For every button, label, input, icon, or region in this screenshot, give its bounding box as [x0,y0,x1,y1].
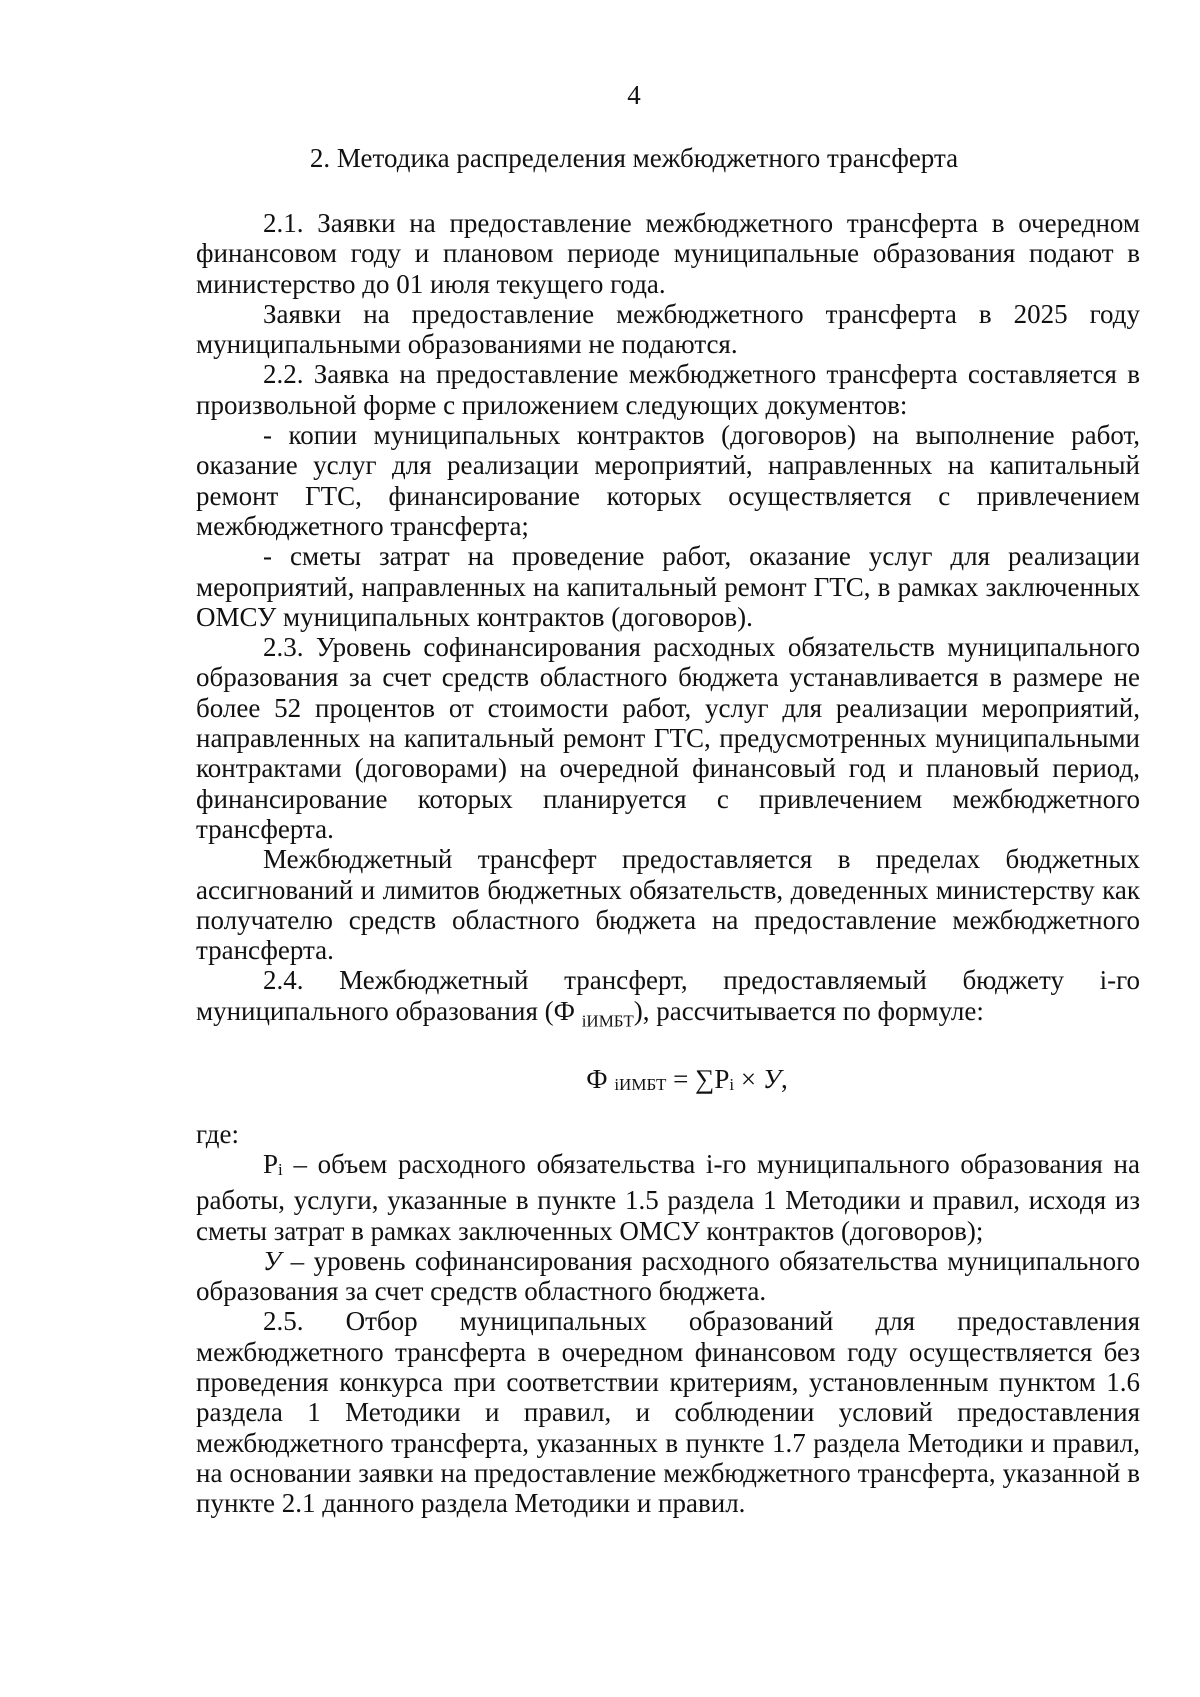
paragraph-2-4-subscript: iИМБТ [581,1011,634,1031]
definition-pi [196,1149,1140,1246]
page-number: 4 [627,80,641,110]
paragraph-2-2-item-contracts: - копии муниципальных контрактов (договоров) на выполнение работ, оказание услуг для реализации мероприятий, направленных на капитальный ремонт ГТС, финансирование которых осуществляется с привлечением межбюджетного трансферта; [196,420,1140,541]
paragraph-2-4-text-end: ), рассчитывается по формуле: [633,995,984,1026]
paragraph-2-2: 2.2. Заявка на предоставление межбюджетного трансферта составляется в произвольной форме с приложением следующих документов: [196,359,1140,420]
where-label: где: [196,1118,239,1149]
definition-pi-letter: P [263,1149,279,1179]
definition-y-letter: У [263,1245,282,1276]
formula-times: × [734,1064,763,1095]
document-body [196,208,1140,1519]
paragraph-2-4-text-start: 2.4. Межбюджетный трансферт, предоставляемый бюджету i-го муниципального образования (Ф [196,965,1140,1026]
definition-pi-text: – объем расходного обязательства i-го муниципального образования на работы, услуги, указанные в пункте 1.5 раздела 1 Методики и правил, исходя из сметы затрат в рамках заключенных ОМСУ контрактов (договоров); [196,1149,1140,1246]
formula-y: У [762,1064,782,1095]
section-title: 2. Методика распределения межбюджетного трансферта [309,143,959,173]
paragraph-2-1: 2.1. Заявки на предоставление межбюджетного трансферта в очередном финансовом году и плановом периоде муниципальные образования подают в министерство до 01 июля текущего года. [196,208,1140,299]
paragraph-2-4 [196,965,1140,1036]
formula [196,1064,1140,1100]
definition-pi-subscript: i [278,1160,283,1179]
paragraph-2-1-note: Заявки на предоставление межбюджетного трансферта в 2025 году муниципальными образованиями не подаются. [196,298,1140,360]
formula-sum: = ∑P [666,1064,730,1095]
paragraph-2-5: 2.5. Отбор муниципальных образований для предоставления межбюджетного трансферта в очередном финансовом году осуществляется без проведения конкурса при соответствии критериям, установленным пунктом 1.6 раздела 1 Методики и правил, и соблюдении условий предоставления межбюджетного трансферта, указанных в пункте 1.7 раздела Методики и правил, на основании заявки на предоставление межбюджетного трансферта, указанной в пункте 2.1 данного раздела Методики и правил. [196,1306,1140,1519]
formula-phi-subscript: iИМБТ [614,1075,667,1095]
formula-phi: Ф [586,1064,608,1095]
paragraph-2-3-note: Межбюджетный трансферт предоставляется в пределах бюджетных ассигнований и лимитов бюджетных обязательств, доведенных министерству как получателю средств областного бюджета на предоставление межбюджетного трансферта. [196,844,1140,966]
formula-sum-subscript: i [729,1075,735,1095]
paragraph-2-2-item-estimates: - сметы затрат на проведение работ, оказание услуг для реализации мероприятий, направленных на капитальный ремонт ГТС, в рамках заключенных ОМСУ муниципальных контрактов (договоров). [196,541,1140,632]
formula-end: , [781,1064,788,1095]
paragraph-2-3: 2.3. Уровень софинансирования расходных обязательств муниципального образования за счет средств областного бюджета устанавливается в размере не более 52 процентов от стоимости работ, услуг для реализации мероприятий, направленных на капитальный ремонт ГТС, предусмотренных муниципальными контрактами (договорами) на очередной финансовый год и плановый период, финансирование которых планируется с привлечением межбюджетного трансферта. [196,632,1140,844]
definition-y [196,1246,1140,1307]
definition-y-text: – уровень софинансирования расходного обязательства муниципального образования за счет средств областного бюджета. [196,1245,1140,1307]
